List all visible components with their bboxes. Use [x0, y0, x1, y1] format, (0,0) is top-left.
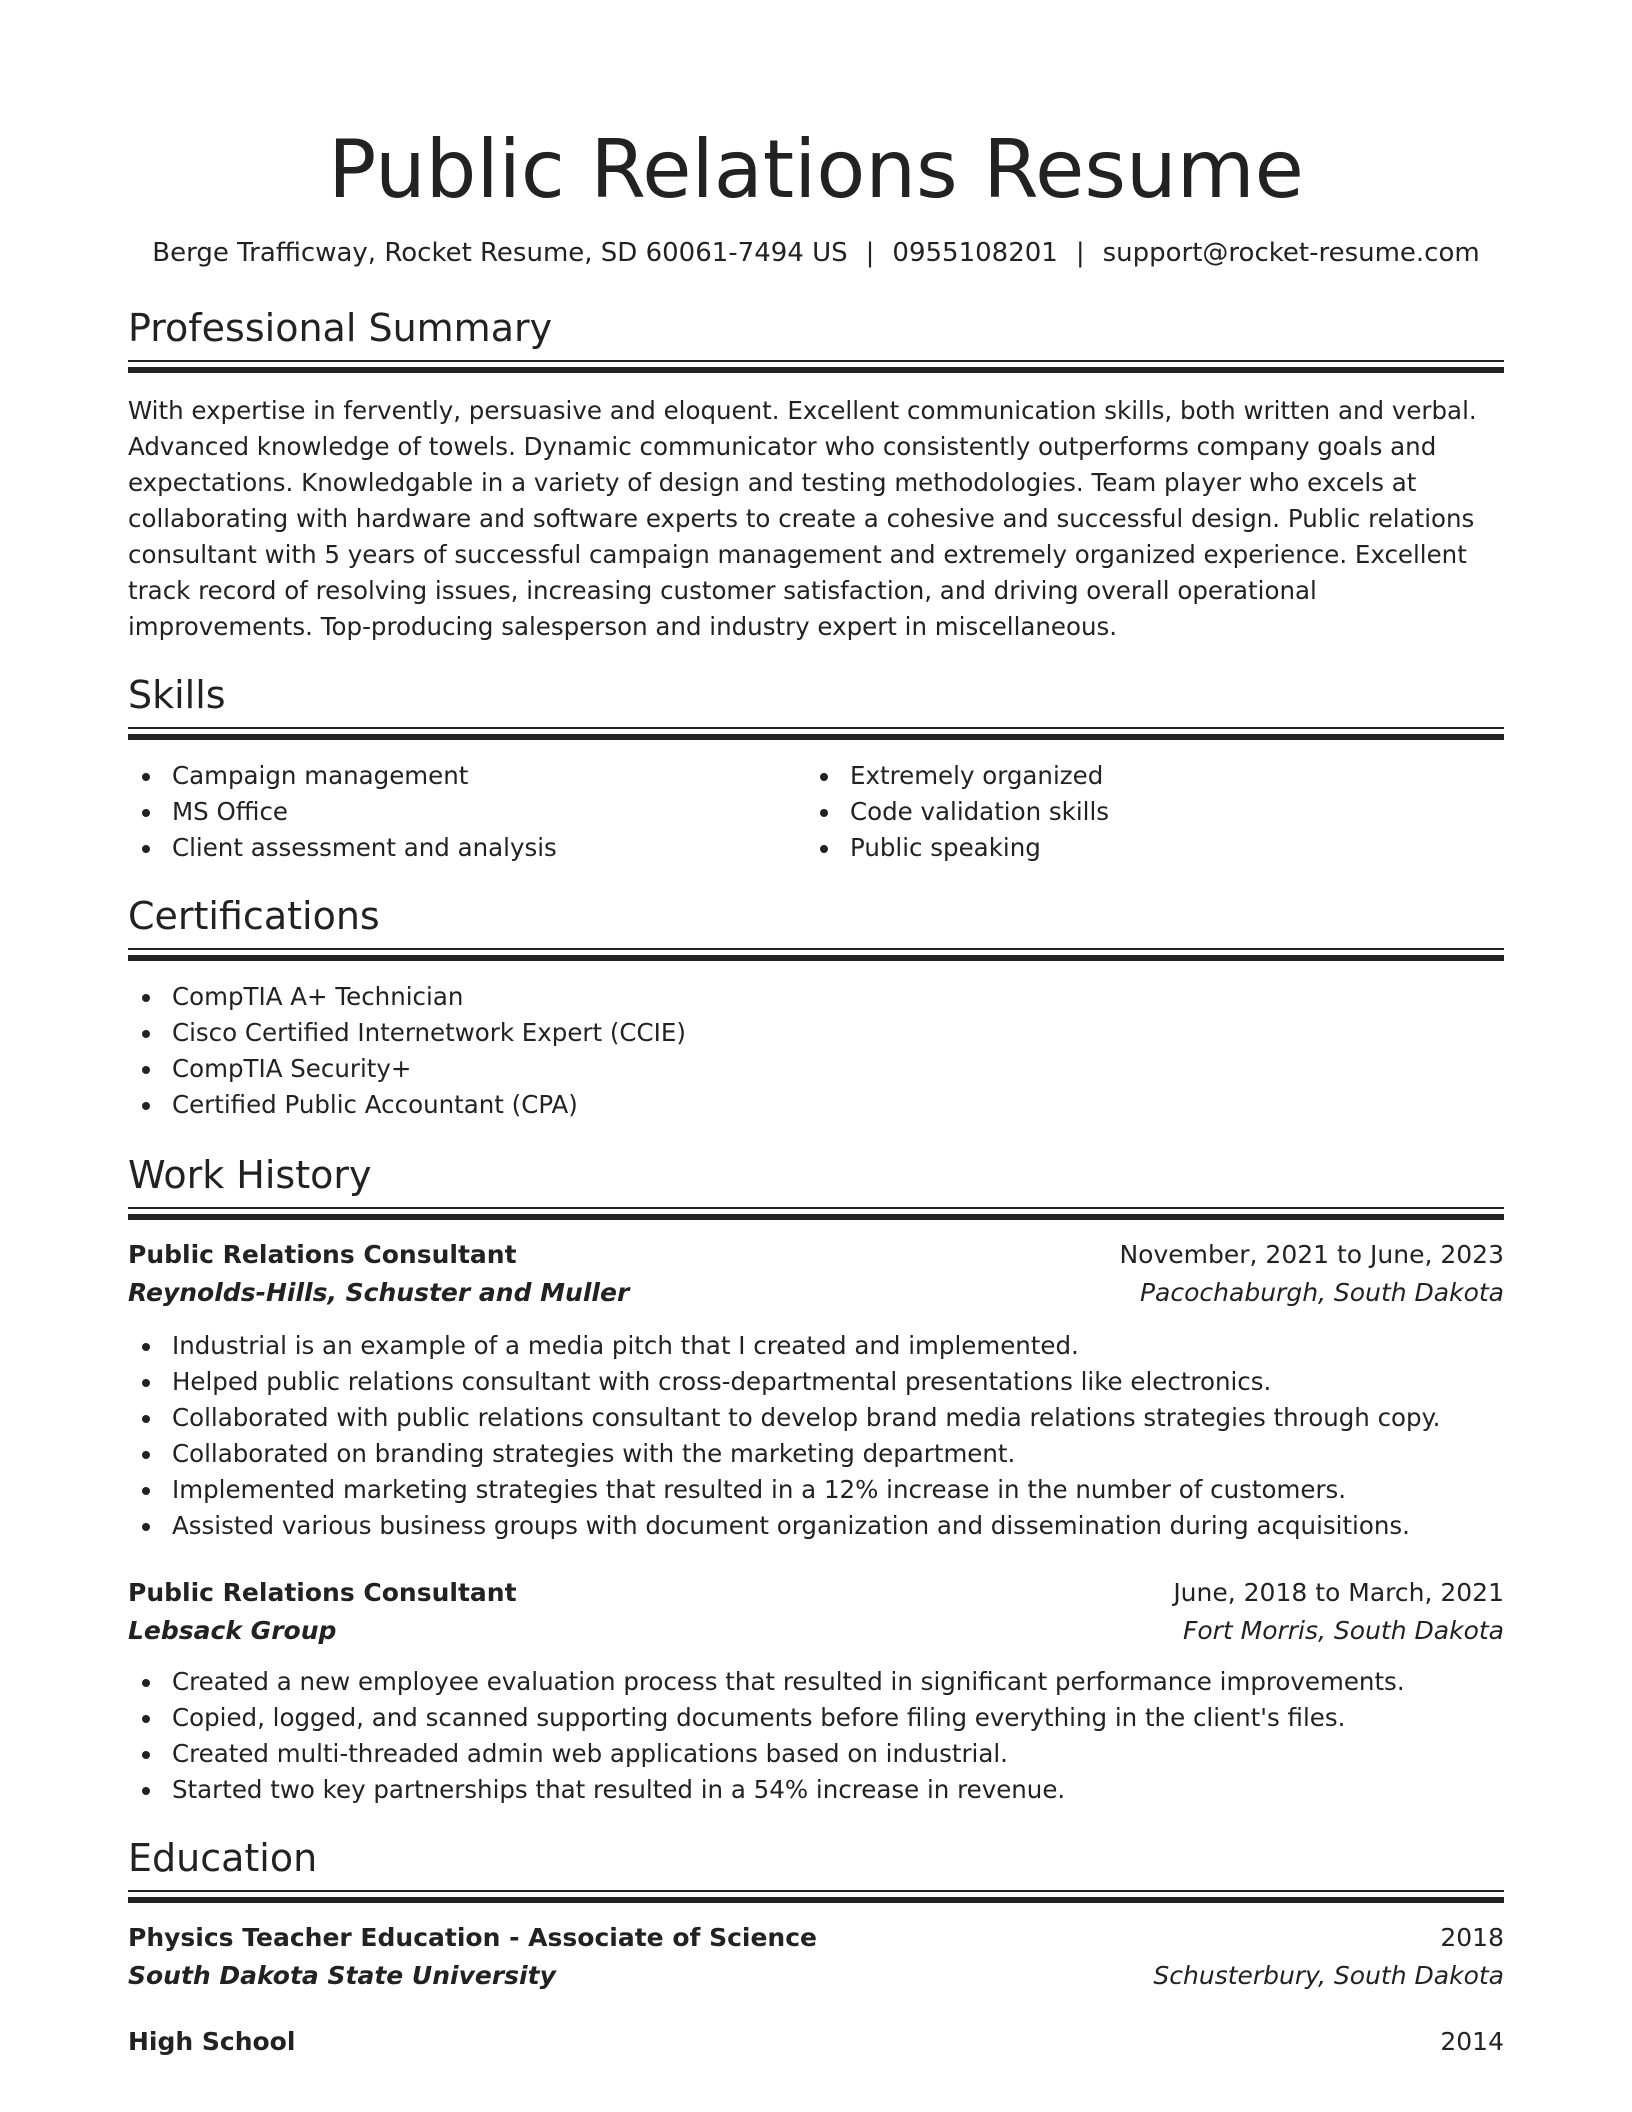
certifications-list [128, 979, 1504, 1123]
summary-section [128, 304, 1504, 645]
section-divider [128, 948, 1504, 961]
contact-separator: | [1075, 238, 1085, 268]
education-school-row [128, 1957, 1504, 1995]
job-bullets [128, 1664, 1504, 1808]
job-bullet: Copied, logged, and scanned supporting documents before filing everything in the client's files. [172, 1700, 1504, 1736]
skill-item: Code validation skills [850, 794, 1484, 830]
resume-title: Public Relations Resume [328, 123, 1304, 216]
work-history-section [128, 1151, 1504, 1808]
job-header-row [128, 1236, 1504, 1274]
education-degree: High School [128, 2027, 296, 2056]
education-section [128, 1834, 1504, 2061]
job-bullet: Industrial is an example of a media pitch that I created and implemented. [172, 1328, 1504, 1364]
job-company-row [128, 1612, 1504, 1650]
job-company: Reynolds-Hills, Schuster and Muller [128, 1278, 630, 1307]
certifications-section [128, 892, 1504, 1123]
skills-section [128, 671, 1504, 866]
job-title: Public Relations Consultant [128, 1240, 517, 1269]
skill-item: Client assessment and analysis [172, 830, 806, 866]
job-bullet: Collaborated on branding strategies with the marketing department. [172, 1436, 1504, 1472]
job-header-row [128, 1574, 1504, 1612]
job-title: Public Relations Consultant [128, 1578, 517, 1607]
education-year: 2014 [1440, 2027, 1504, 2056]
section-heading-certifications: Certifications [128, 894, 380, 938]
job-company: Lebsack Group [128, 1616, 337, 1645]
job-dates: November, 2021 to June, 2023 [1119, 1240, 1504, 1269]
skills-grid [128, 758, 1504, 866]
certification-item: CompTIA Security+ [172, 1051, 1504, 1087]
contact-line [128, 236, 1504, 270]
section-heading-work-history: Work History [128, 1153, 372, 1197]
job-dates: June, 2018 to March, 2021 [1173, 1578, 1504, 1607]
job-company-row [128, 1274, 1504, 1312]
job-bullet: Created multi-threaded admin web applications based on industrial. [172, 1736, 1504, 1772]
job-entry [128, 1236, 1504, 1544]
section-divider [128, 1207, 1504, 1220]
contact-email: support@rocket-resume.com [1102, 238, 1480, 268]
summary-text: With expertise in fervently, persuasive and eloquent. Excellent communication skills, both written and verbal. Advanced knowledge of towels. Dynamic communicator who consistently outperforms company goals and expectations. Knowledgable in a variety of design and testing methodologies. Team player who excels at collaborating with hardware and software experts to create a cohesive and successful design. Public relations consultant with 5 years of successful campaign management and extremely organized experience. Excellent track record of resolving issues, increasing customer satisfaction, and driving overall operational improvements. Top-producing salesperson and industry expert in miscellaneous. [128, 396, 1477, 641]
section-heading-skills: Skills [128, 673, 226, 717]
job-bullet: Collaborated with public relations consultant to develop brand media relations strategies through copy. [172, 1400, 1504, 1436]
education-year: 2018 [1440, 1923, 1504, 1952]
education-degree: Physics Teacher Education - Associate of Science [128, 1923, 818, 1952]
job-bullet: Started two key partnerships that resulted in a 54% increase in revenue. [172, 1772, 1504, 1808]
job-bullet: Implemented marketing strategies that resulted in a 12% increase in the number of customers. [172, 1472, 1504, 1508]
skills-list-left [128, 758, 806, 866]
section-divider [128, 360, 1504, 373]
certification-item: Certified Public Accountant (CPA) [172, 1087, 1504, 1123]
resume-page [128, 0, 1504, 2061]
skill-item: Campaign management [172, 758, 806, 794]
job-location: Fort Morris, South Dakota [1182, 1616, 1504, 1645]
education-entry [128, 2023, 1504, 2061]
education-entry [128, 1919, 1504, 1995]
contact-phone: 0955108201 [892, 238, 1058, 268]
education-header-row [128, 1919, 1504, 1957]
skill-item: MS Office [172, 794, 806, 830]
skill-item: Public speaking [850, 830, 1484, 866]
job-location: Pacochaburgh, South Dakota [1139, 1278, 1504, 1307]
certification-item: CompTIA A+ Technician [172, 979, 1504, 1015]
education-location: Schusterbury, South Dakota [1153, 1961, 1504, 1990]
skills-list-right [806, 758, 1484, 866]
section-heading-education: Education [128, 1836, 318, 1880]
section-heading-summary: Professional Summary [128, 306, 553, 350]
job-bullet: Created a new employee evaluation process that resulted in significant performance improvements. [172, 1664, 1504, 1700]
section-divider [128, 727, 1504, 740]
job-bullet: Helped public relations consultant with cross-departmental presentations like electronics. [172, 1364, 1504, 1400]
contact-separator: | [865, 238, 875, 268]
job-bullet: Assisted various business groups with document organization and dissemination during acquisitions. [172, 1508, 1504, 1544]
section-divider [128, 1890, 1504, 1903]
contact-address: Berge Trafficway, Rocket Resume, SD 60061-7494 US [152, 238, 848, 268]
job-entry [128, 1574, 1504, 1808]
certification-item: Cisco Certified Internetwork Expert (CCIE) [172, 1015, 1504, 1051]
education-school: South Dakota State University [128, 1961, 556, 1990]
skill-item: Extremely organized [850, 758, 1484, 794]
job-bullets [128, 1328, 1504, 1544]
education-header-row [128, 2023, 1504, 2061]
